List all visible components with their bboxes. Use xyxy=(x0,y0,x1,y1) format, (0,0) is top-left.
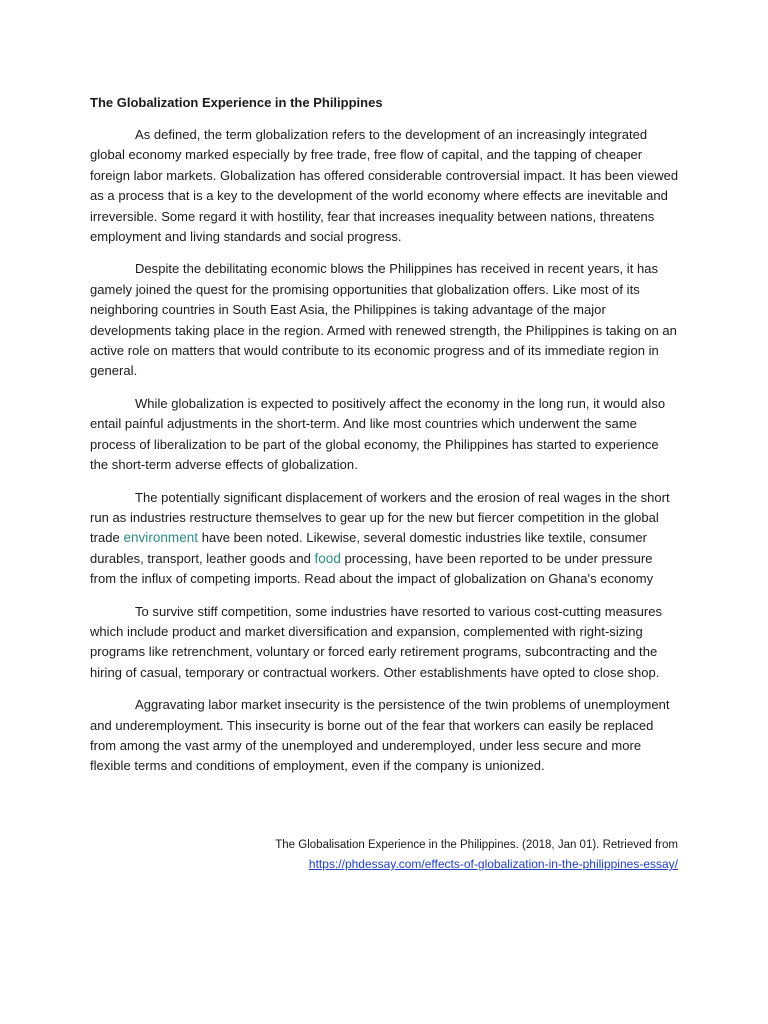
paragraph-text: The potentially significant displacement of workers and the erosion of real wages in the short run as industries restructure themselves to gear up for the new but fiercer competition in the global trade xyxy=(90,489,670,546)
paragraph-3 xyxy=(90,394,680,476)
paragraph-2 xyxy=(90,259,680,381)
paragraph-1 xyxy=(90,125,680,247)
paragraph-text: To survive stiff competition, some industries have resorted to various cost-cutting measures which include product and market diversification and expansion, complemented with right-sizing programs like retrenchment, voluntary or forced early retirement programs, subcontracting and the hiring of casual, temporary or contractual workers. Other establishments have opted to close shop. xyxy=(90,603,663,680)
paragraph-text: Despite the debilitating economic blows the Philippines has received in recent years, it has gamely joined the quest for the promising opportunities that globalization offers. Like most of its neighboring countries in South East Asia, the Philippines is taking advantage of the major developments taking place in the region. Armed with renewed strength, the Philippines is taking on an active role on matters that would contribute to its economic progress and of its immediate region in general. xyxy=(90,261,677,379)
paragraph-text: As defined, the term globalization refers to the development of an increasingly integrated global economy marked especially by free trade, free flow of capital, and the tapping of cheaper foreign labor markets. Globalization has offered considerable controversial impact. It has been viewed as a process that is a key to the development of the world economy where effects are inevitable and irreversible. Some regard it with hostility, fear that increases inequality between nations, threatens employment and living standards and social progress. xyxy=(90,127,679,245)
paragraph-text: While globalization is expected to positively affect the economy in the long run, it would also entail painful adjustments in the short-term. And like most countries which underwent the same process of liberalization to be part of the global economy, the Philippines has started to experience the short-term adverse effects of globalization. xyxy=(90,395,666,473)
paragraph-text: Aggravating labor market insecurity is the persistence of the twin problems of unemployment and underemployment. This insecurity is borne out of the fear that workers can easily be replaced from among the vast army of the unemployed and underemployed, under less secure and more flexible terms and conditions of employment, even if the company is unionized. xyxy=(90,697,670,774)
citation-text: The Globalisation Experience in the Philippines. (2018, Jan 01). Retrieved from xyxy=(275,839,678,851)
paragraph-4 xyxy=(90,488,680,590)
paragraph-text: have been noted. Likewise, several domestic industries like textile, consumer durables, transport, leather goods and xyxy=(90,530,647,566)
paragraph-6 xyxy=(90,695,680,777)
environment-link[interactable]: environment xyxy=(123,530,199,546)
food-link[interactable]: food xyxy=(314,550,341,566)
paragraph-text: processing, have been reported to be under pressure from the influx of competing imports. Read about the impact of globalization on Ghana's economy xyxy=(90,550,654,587)
paragraph-5 xyxy=(90,602,680,684)
citation-block xyxy=(275,836,678,874)
citation-url-link[interactable]: https://phdessay.com/effects-of-globalization-in-the-philippines-essay/ xyxy=(308,857,678,871)
document-title: The Globalization Experience in the Philippines xyxy=(90,95,383,110)
